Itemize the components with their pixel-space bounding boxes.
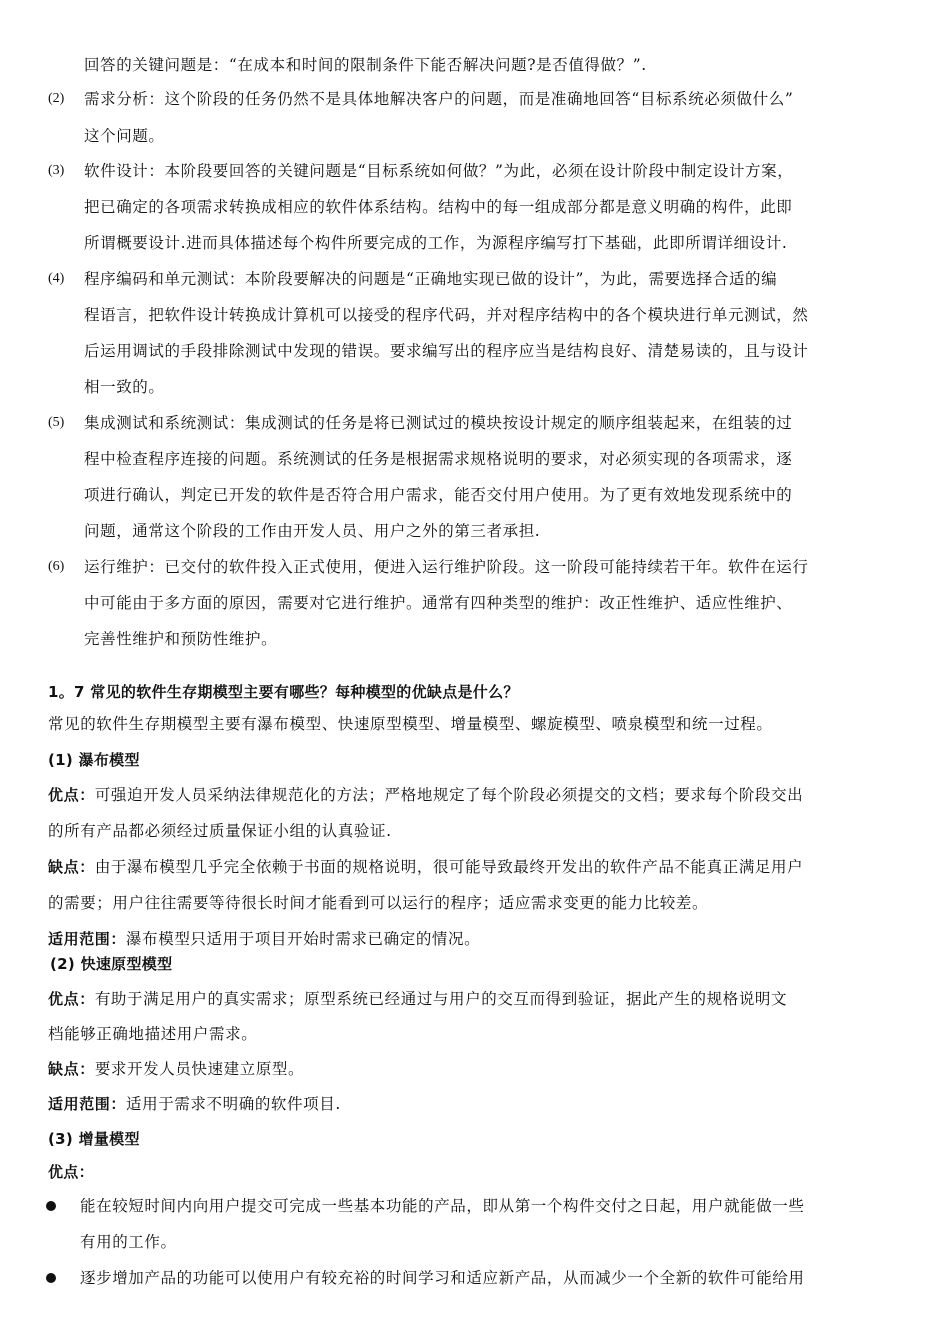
waterfall-scope-label: 适用范围： (48, 930, 127, 948)
waterfall-pros-label: 优点： (48, 786, 95, 804)
waterfall-cons-text-1: 由于瀑布模型几乎完全依赖于书面的规格说明，很可能导致最终开发出的软件产品不能真正满足用户 (94, 858, 804, 876)
item-4-number: (4) (48, 271, 65, 286)
waterfall-cons-line-1 (48, 855, 803, 879)
item-3-line-2: 把已确定的各项需求转换成相应的软件体系结构。结构中的每一组成部分都是意义明确的构件，此即 (84, 198, 793, 216)
question-heading: 1。7 常见的软件生存期模型主要有哪些？每种模型的优缺点是什么？ (48, 683, 519, 701)
incremental-heading: (3) 增量模型 (48, 1130, 140, 1148)
item-5-line-3: 项进行确认，判定已开发的软件是否符合用户需求，能否交付用户使用。为了更有效地发现系统中的 (84, 486, 793, 504)
item-3-number: (3) (48, 163, 65, 178)
item-6-line-1: 运行维护：已交付的软件投入正式使用，便进入运行维护阶段。这一阶段可能持续若干年。软件在运行 (84, 558, 809, 576)
prototype-cons-label: 缺点： (48, 1060, 95, 1078)
item-6-line-2: 中可能由于多方面的原因，需要对它进行维护。通常有四种类型的维护：改正性维护、适应性维护、 (84, 594, 793, 612)
item-4-line-4: 相一致的。 (84, 378, 165, 396)
item-3-line-3: 所谓概要设计.进而具体描述每个构件所要完成的工作，为源程序编写打下基础，此即所谓详细设计. (84, 234, 788, 252)
waterfall-pros-line-1 (48, 783, 803, 807)
waterfall-pros-text-1: 可强迫开发人员采纳法律规范化的方法；严格地规定了每个阶段必须提交的文档；要求每个阶段交出 (94, 786, 804, 804)
item-6-number: (6) (48, 559, 65, 574)
waterfall-heading: (1) 瀑布模型 (48, 751, 140, 769)
incremental-bullet-1-line-1: 能在较短时间内向用户提交可完成一些基本功能的产品，即从第一个构件交付之日起，用户就能做一些 (80, 1197, 805, 1215)
item-4-line-1: 程序编码和单元测试：本阶段要解决的问题是“正确地实现已做的设计”，为此，需要选择合适的编 (84, 270, 778, 288)
prototype-cons-line (48, 1057, 304, 1081)
waterfall-cons-line-2: 的需要；用户往往需要等待很长时间才能看到可以运行的程序；适应需求变更的能力比较差。 (48, 894, 709, 912)
item-2-line-1: 需求分析：这个阶段的任务仍然不是具体地解决客户的问题，而是准确地回答“目标系统必须做什么” (84, 90, 794, 108)
item-5-line-2: 程中检查程序连接的问题。系统测试的任务是根据需求规格说明的要求，对必须实现的各项需求，逐 (84, 450, 793, 468)
incremental-bullet-2-line-1: 逐步增加产品的功能可以使用户有较充裕的时间学习和适应新产品，从而减少一个全新的软件可能给用 (80, 1269, 805, 1287)
incremental-pros-label: 优点： (48, 1163, 94, 1181)
item-2-number: (2) (48, 91, 65, 106)
prototype-pros-label: 优点： (48, 990, 95, 1008)
waterfall-scope-line (48, 927, 480, 951)
item-4-line-3: 后运用调试的手段排除测试中发现的错误。要求编写出的程序应当是结构良好、清楚易读的，且与设计 (84, 342, 809, 360)
item-3-line-1: 软件设计：本阶段要回答的关键问题是“目标系统如何做？”为此，必须在设计阶段中制定设计方案， (84, 162, 794, 180)
waterfall-cons-label: 缺点： (48, 858, 95, 876)
waterfall-scope-text: 瀑布模型只适用于项目开始时需求已确定的情况。 (126, 930, 481, 948)
waterfall-pros-line-2: 的所有产品都必须经过质量保证小组的认真验证. (48, 822, 392, 840)
prototype-scope-line (48, 1092, 341, 1116)
prototype-pros-line-2: 档能够正确地描述用户需求。 (48, 1025, 258, 1043)
prototype-scope-label: 适用范围： (48, 1095, 127, 1113)
item-6-line-3: 完善性维护和预防性维护。 (84, 630, 278, 648)
answer-intro: 常见的软件生存期模型主要有瀑布模型、快速原型模型、增量模型、螺旋模型、喷泉模型和统一过程。 (48, 715, 773, 733)
prototype-heading: (2) 快速原型模型 (50, 955, 173, 973)
prototype-cons-text: 要求开发人员快速建立原型。 (94, 1060, 305, 1078)
prototype-scope-text: 适用于需求不明确的软件项目. (126, 1095, 341, 1113)
item-5-line-4: 问题，通常这个阶段的工作由开发人员、用户之外的第三者承担. (84, 522, 541, 540)
incremental-bullet-1-line-2: 有用的工作。 (80, 1233, 177, 1251)
item-4-line-2: 程语言，把软件设计转换成计算机可以接受的程序代码，并对程序结构中的各个模块进行单元测试，然 (84, 306, 809, 324)
item-5-number: (5) (48, 415, 65, 430)
prototype-pros-line-1 (48, 987, 787, 1011)
intro-tail-text: 回答的关键问题是：“在成本和时间的限制条件下能否解决问题?是否值得做？”. (84, 56, 647, 74)
item-2-line-2: 这个问题。 (84, 127, 165, 145)
bullet-dot-icon (46, 1201, 56, 1211)
prototype-pros-text-1: 有助于满足用户的真实需求；原型系统已经通过与用户的交互而得到验证，据此产生的规格说明文 (94, 990, 788, 1008)
item-5-line-1: 集成测试和系统测试：集成测试的任务是将已测试过的模块按设计规定的顺序组装起来，在组装的过 (84, 414, 793, 432)
bullet-dot-icon (46, 1273, 56, 1283)
